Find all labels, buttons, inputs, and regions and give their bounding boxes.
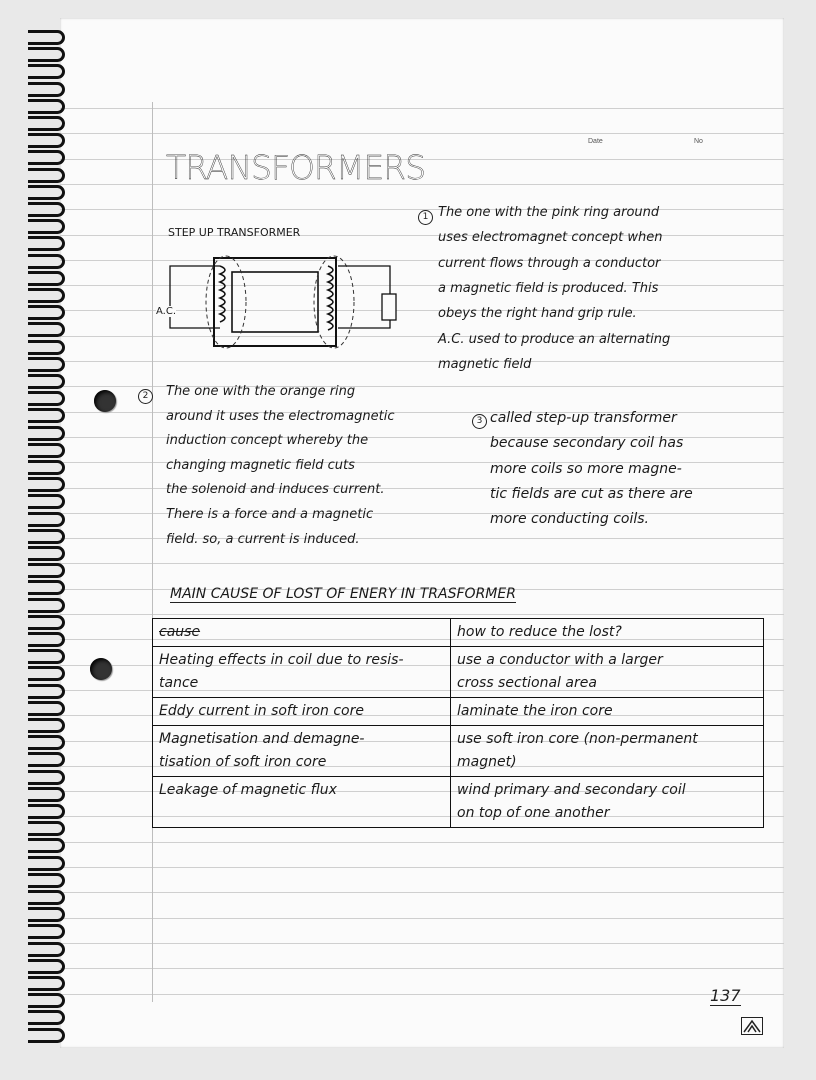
spiral-coil (28, 512, 65, 527)
fix-cell: laminate the iron core (451, 698, 764, 726)
spiral-coil (28, 99, 65, 114)
spiral-coil (28, 529, 65, 544)
note3-line: tic fields are cut as there are (490, 485, 693, 502)
ruled-line (60, 968, 784, 969)
spiral-coil (28, 340, 65, 355)
spiral-coil (28, 787, 65, 802)
ruled-line (60, 918, 784, 919)
spiral-coil (28, 477, 65, 492)
spiral-coil (28, 907, 65, 922)
note-marker-1: 1 (418, 210, 433, 225)
col-fix-header: how to reduce the lost? (451, 619, 764, 647)
note2-line: There is a force and a magnetic (166, 507, 374, 522)
spiral-coil (28, 856, 65, 871)
spiral-coil (28, 666, 65, 681)
ruled-line (60, 943, 784, 944)
spiral-coil (28, 82, 65, 97)
spiral-coil (28, 804, 65, 819)
date-label: Date (588, 138, 603, 145)
spiral-coil (28, 357, 65, 372)
spiral-coil (28, 254, 65, 269)
spiral-coil (28, 615, 65, 630)
ruled-line (60, 892, 784, 893)
table-row (153, 726, 764, 777)
spiral-coil (28, 443, 65, 458)
page-number: 137 (710, 986, 741, 1005)
spiral-coil (28, 219, 65, 234)
spiral-coil (28, 305, 65, 320)
note2-line: changing magnetic field cuts (166, 457, 355, 473)
note1-line: A.C. used to produce an alternating (438, 331, 671, 347)
spiral-coil (28, 752, 65, 767)
spiral-coil (28, 426, 65, 441)
spiral-coil (28, 580, 65, 595)
ruled-line (60, 867, 784, 868)
spiral-coil (28, 185, 65, 200)
spiral-coil (28, 838, 65, 853)
spiral-coil (28, 408, 65, 423)
notebook-logo (741, 1017, 763, 1035)
note1-line: uses electromagnet concept when (438, 230, 663, 246)
spiral-coil (28, 598, 65, 613)
spiral-coil (28, 718, 65, 733)
resistor (382, 294, 396, 320)
margin-line (152, 102, 153, 1002)
no-label: No (694, 138, 703, 145)
cause-cell: Leakage of magnetic flux (153, 777, 451, 828)
ruled-line (60, 563, 784, 564)
table-row (153, 647, 764, 698)
punch-hole (90, 658, 112, 680)
spiral-coil (28, 632, 65, 647)
note1-line: current flows through a conductor (438, 255, 661, 271)
spiral-coil (28, 1028, 65, 1043)
note3-line: because secondary coil has (490, 435, 684, 452)
note-marker-3: 3 (472, 414, 487, 429)
spiral-coil (28, 494, 65, 509)
spiral-coil (28, 460, 65, 475)
spiral-coil (28, 924, 65, 939)
spiral-coil (28, 821, 65, 836)
cause-cell: Heating effects in coil due to resis- tance (153, 647, 451, 698)
table-header-row (153, 619, 764, 647)
ruled-line (60, 133, 784, 134)
cause-cell: Magnetisation and demagne- tisation of soft iron core (153, 726, 451, 777)
spiral-coil (28, 890, 65, 905)
spiral-coil (28, 993, 65, 1008)
note1-line: a magnetic field is produced. This (438, 280, 659, 296)
spiral-coil (28, 374, 65, 389)
spiral-coil (28, 684, 65, 699)
transformer-diagram (150, 244, 410, 364)
note1-line: The one with the pink ring around (438, 205, 660, 220)
spiral-coil (28, 116, 65, 131)
primary-coil (220, 266, 225, 322)
note-marker-2: 2 (138, 389, 153, 404)
spiral-coil (28, 391, 65, 406)
spiral-coil (28, 770, 65, 785)
table-row (153, 777, 764, 828)
pink-ring (206, 256, 246, 348)
spiral-coil (28, 873, 65, 888)
note2-line: field. so, a current is induced. (166, 531, 360, 547)
spiral-coil (28, 976, 65, 991)
ruled-line (60, 842, 784, 843)
spiral-coil (28, 64, 65, 79)
secondary-coil (328, 266, 333, 330)
table-row (153, 698, 764, 726)
note2-line: around it uses the electromagnetic (166, 408, 395, 424)
primary-wire (170, 266, 220, 328)
energy-loss-table (152, 618, 764, 828)
spiral-coil (28, 30, 65, 45)
table-heading: MAIN CAUSE OF LOST OF ENERY IN TRASFORMER (170, 586, 516, 602)
ruled-line (60, 994, 784, 995)
iron-core-inner (232, 272, 318, 332)
spiral-coil (28, 942, 65, 957)
spiral-coil (28, 168, 65, 183)
spiral-coil (28, 288, 65, 303)
spiral-coil (28, 735, 65, 750)
col-cause-header: cause (153, 619, 451, 647)
fix-cell: use soft iron core (non-permanent magnet) (451, 726, 764, 777)
page-title: TRANSFORMERS (166, 148, 426, 187)
note1-line: obeys the right hand grip rule. (438, 306, 637, 322)
spiral-coil (28, 563, 65, 578)
ruled-line (60, 614, 784, 615)
spiral-coil (28, 959, 65, 974)
spiral-coil (28, 271, 65, 286)
note3-line: called step-up transformer (490, 410, 677, 426)
ac-label: A.C. (156, 306, 177, 317)
spiral-coil (28, 236, 65, 251)
fix-cell: wind primary and secondary coil on top of one another (451, 777, 764, 828)
note2-line: the solenoid and induces current. (166, 482, 385, 498)
note2-line: The one with the orange ring (166, 384, 356, 399)
ruled-line (60, 108, 784, 109)
orange-ring (314, 256, 354, 348)
fix-cell: use a conductor with a larger cross sectional area (451, 647, 764, 698)
note3-line: more coils so more magne- (490, 460, 682, 477)
note1-line: magnetic field (438, 356, 532, 372)
spiral-binding (28, 30, 68, 1040)
spiral-coil (28, 1010, 65, 1025)
spiral-coil (28, 649, 65, 664)
spiral-coil (28, 701, 65, 716)
punch-hole (94, 390, 116, 412)
spiral-coil (28, 150, 65, 165)
spiral-coil (28, 546, 65, 561)
spiral-coil (28, 322, 65, 337)
spiral-coil (28, 47, 65, 62)
diagram-label: STEP UP TRANSFORMER (168, 226, 301, 239)
note2-line: induction concept whereby the (166, 433, 369, 449)
spiral-coil (28, 202, 65, 217)
spiral-coil (28, 133, 65, 148)
cause-cell: Eddy current in soft iron core (153, 698, 451, 726)
note3-line: more conducting coils. (490, 511, 649, 528)
